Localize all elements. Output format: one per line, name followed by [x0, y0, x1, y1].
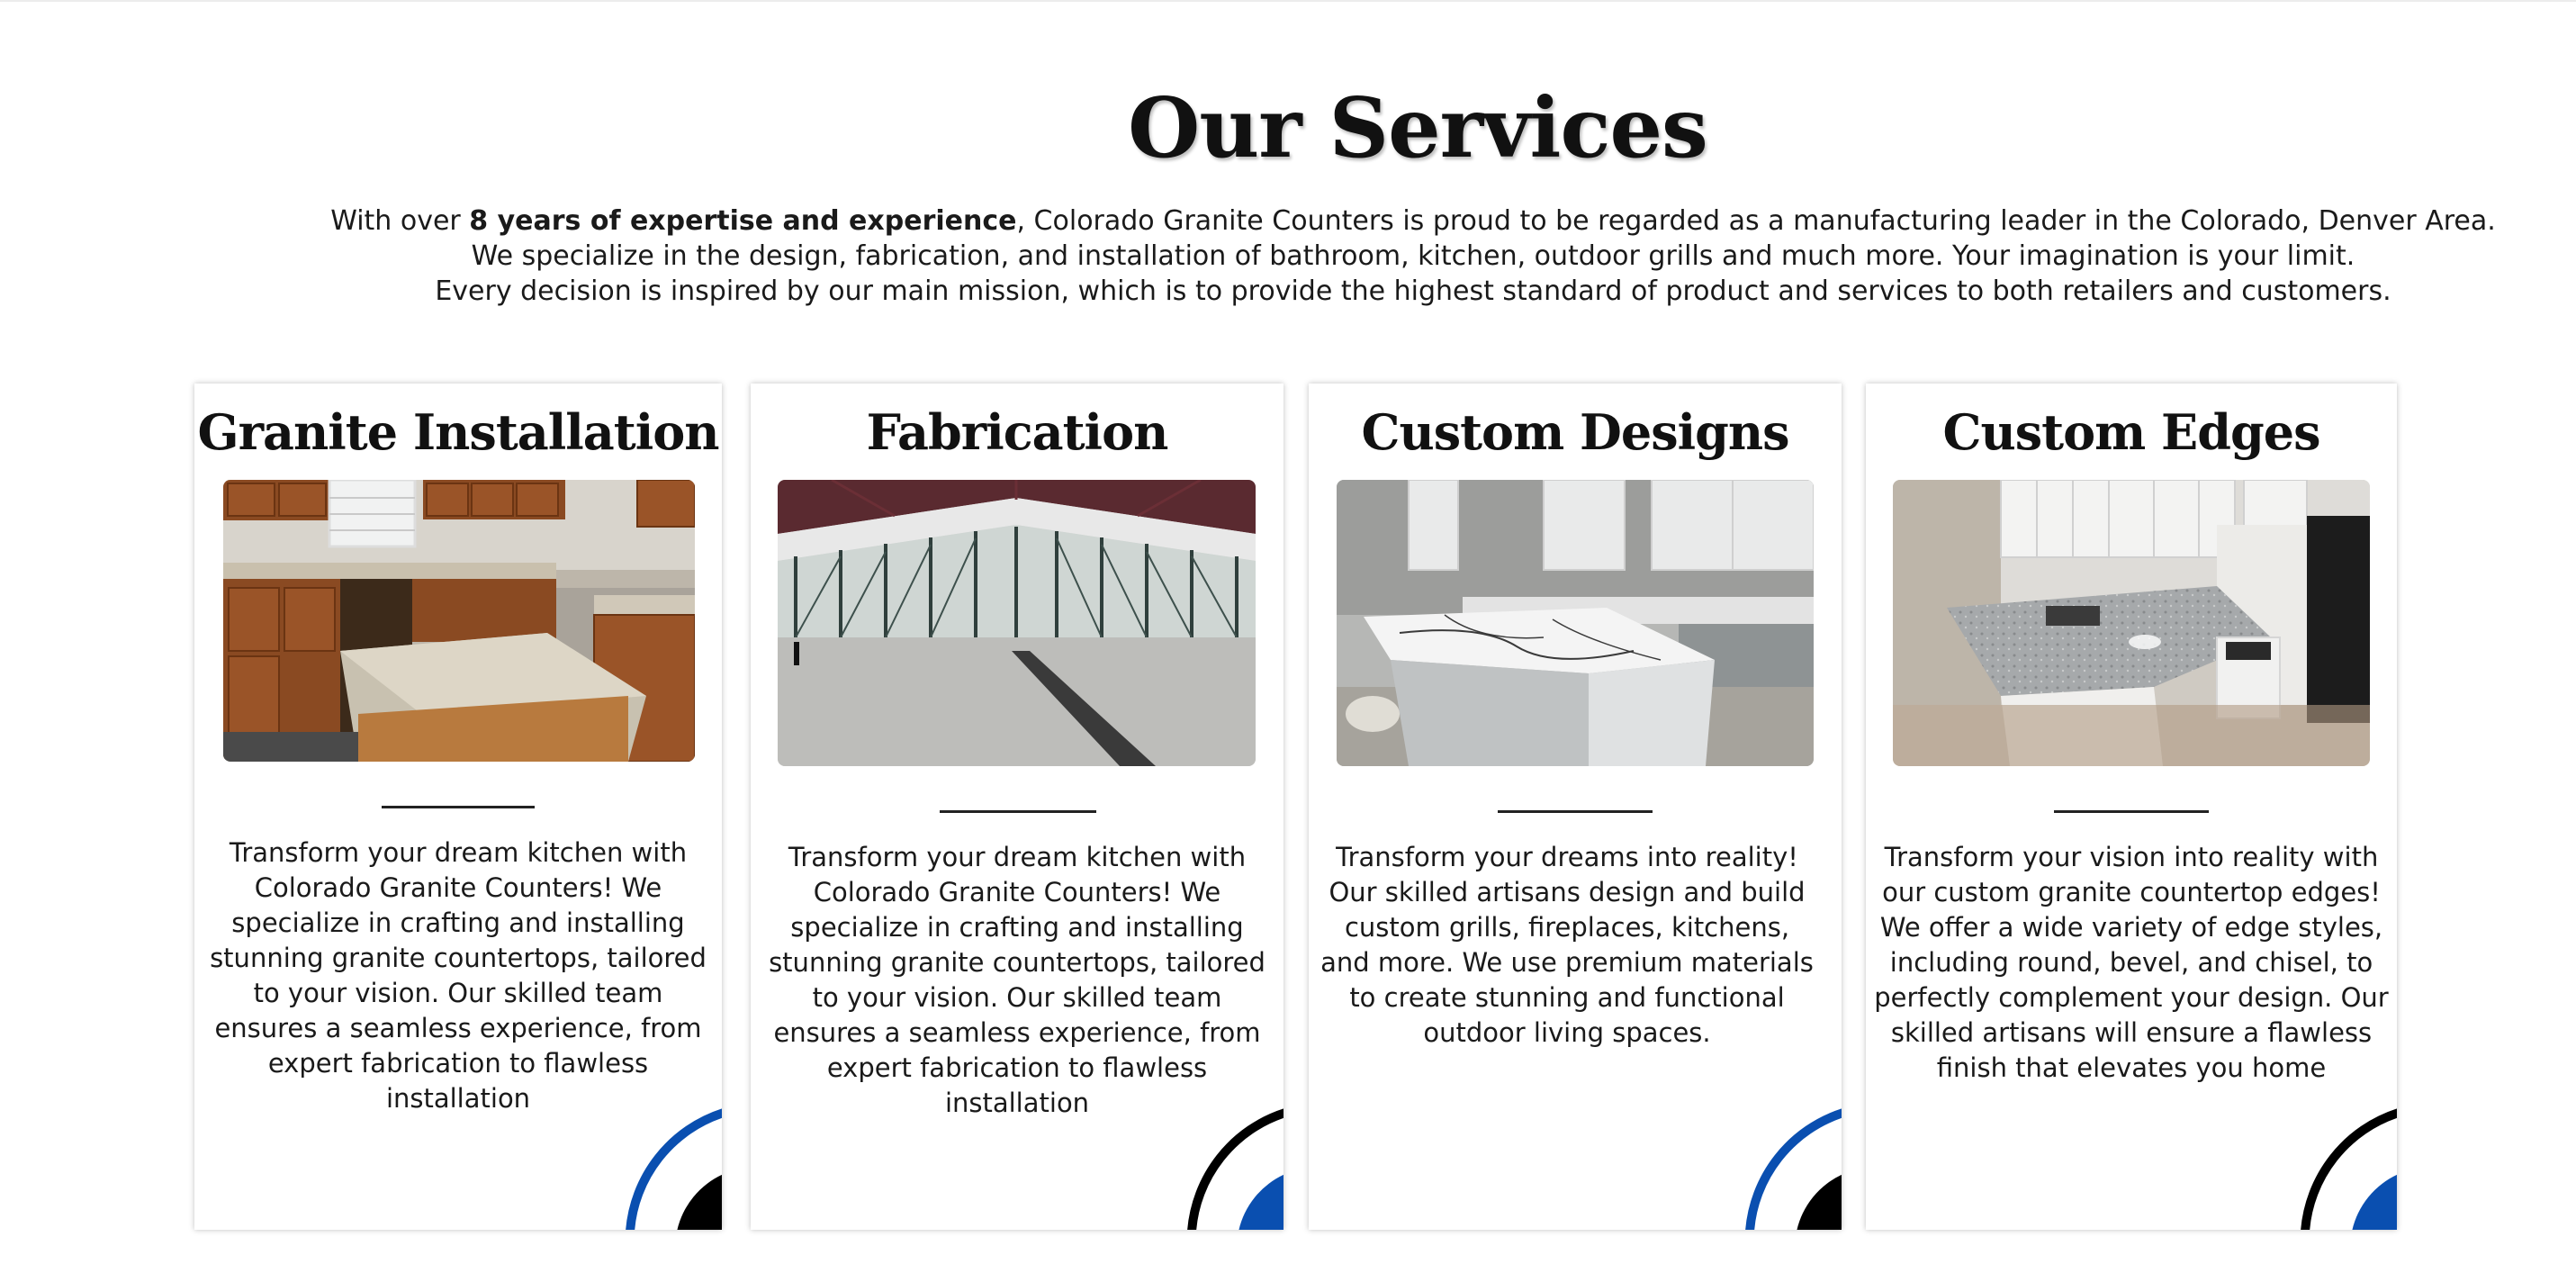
intro-line-2: We specialize in the design, fabrication, and installation of bathroom, kitchen, outdoor grills and much more. Your imagination is your limit.	[471, 240, 2355, 272]
service-card-custom-designs	[1309, 384, 1842, 1230]
card-description: Transform your dream kitchen with Colorado Granite Counters! We specialize in crafting and installing stunning granite countertops, tailored to your vision. Our skilled team ensures a seamless experience, from expert fabrication to flawless installation	[769, 842, 1265, 1118]
corner-arc-decoration	[1743, 1095, 1842, 1230]
top-border	[0, 0, 2576, 2]
card-title: Custom Edges	[1942, 403, 2320, 461]
card-divider	[1498, 810, 1653, 813]
section-title: Our Services	[1128, 79, 1707, 176]
service-card-custom-edges	[1866, 384, 2397, 1230]
intro-line-3: Every decision is inspired by our main mission, which is to provide the highest standard of product and services to both retailers and customers.	[435, 275, 2391, 307]
card-description: Transform your dreams into reality! Our skilled artisans design and build custom grills, fireplaces, kitchens, and more. We use premium materials to create stunning and functional outdoor living spaces.	[1320, 842, 1814, 1048]
card-title: Custom Designs	[1361, 403, 1789, 461]
card-divider	[2054, 810, 2209, 813]
intro-line-1-prefix: With over	[330, 205, 470, 237]
intro-line-1-suffix: , Colorado Granite Counters is proud to be regarded as a manufacturing leader in the Colorado, Denver Area.	[1016, 205, 2496, 237]
service-card-fabrication	[751, 384, 1283, 1230]
card-divider	[940, 810, 1096, 813]
corner-arc-decoration	[623, 1095, 722, 1230]
service-card-granite-installation	[194, 384, 722, 1230]
card-image-kitchen	[223, 480, 695, 762]
intro-paragraph	[315, 203, 2511, 309]
card-description: Transform your dream kitchen with Colorado Granite Counters! We specialize in crafting and installing stunning granite countertops, tailored to your vision. Our skilled team ensures a seamless experience, from expert fabrication to flawless installation	[210, 837, 707, 1114]
intro-line-1	[315, 203, 2511, 239]
card-description: Transform your vision into reality with our custom granite countertop edges! We offer a wide variety of edge styles, including round, bevel, and chisel, to perfectly complement your design. Our skilled artisans will ensure a flawless finish that elevates you home	[1874, 842, 2389, 1083]
corner-arc-decoration	[1184, 1095, 1283, 1230]
card-image-warehouse	[778, 480, 1256, 766]
card-image-marble-island	[1337, 480, 1814, 766]
card-divider	[382, 806, 535, 808]
card-title: Fabrication	[866, 403, 1168, 461]
corner-arc-decoration	[2298, 1095, 2397, 1230]
card-title: Granite Installation	[197, 403, 719, 461]
intro-highlight: 8 years of expertise and experience	[469, 205, 1017, 237]
card-image-gray-granite	[1893, 480, 2370, 766]
